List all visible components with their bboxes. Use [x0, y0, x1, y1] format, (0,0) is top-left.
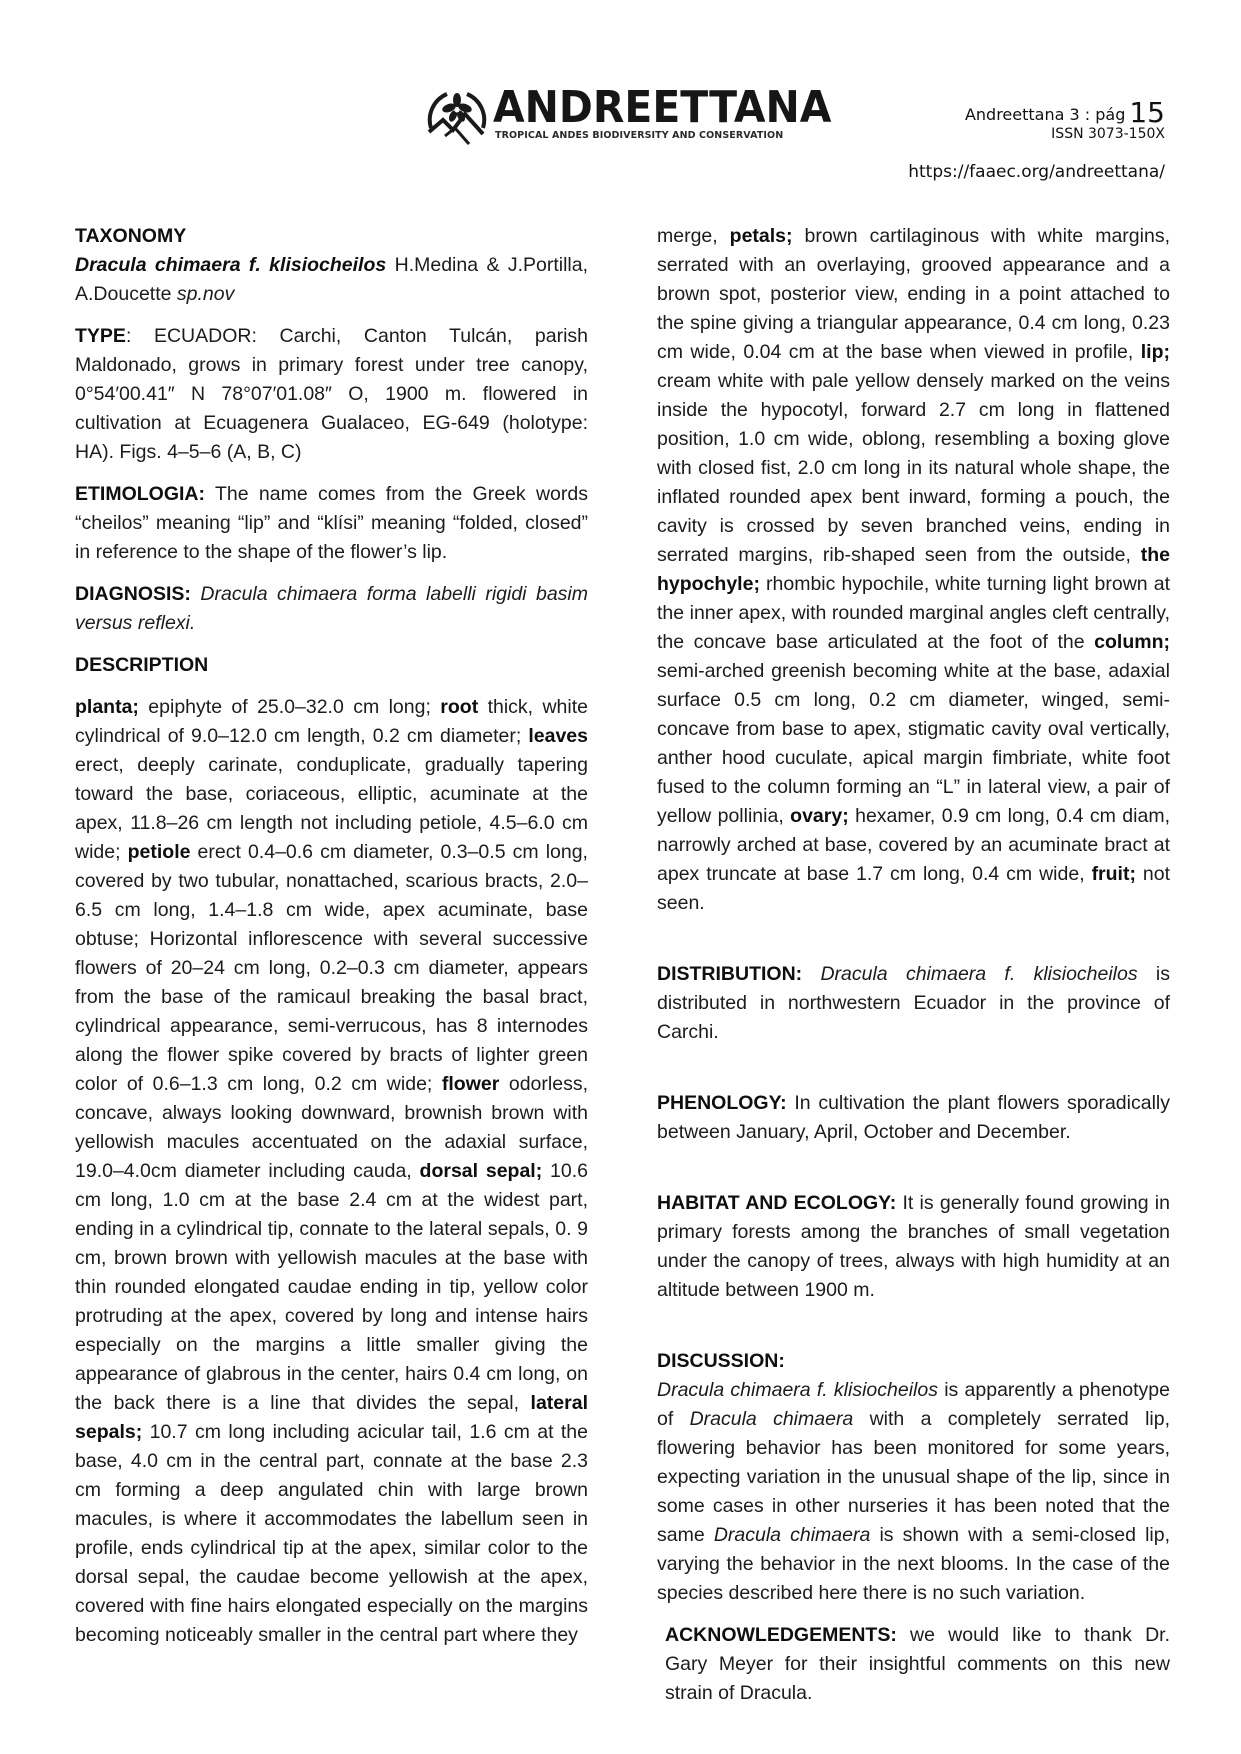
description-heading: DESCRIPTION [75, 654, 209, 676]
organ-term: the hypochyle; [657, 544, 1170, 595]
diagnosis-paragraph [75, 580, 588, 638]
journal-volume: Andreettana 3 : pág [964, 105, 1126, 124]
text-run: semi-arched greenish becoming white at the base, adaxial surface 0.5 cm long, 0.2 cm diameter, winged, semi-concave from base to apex, stigmatic cavity oval vertically, anther hood cuculate, apical margin fimbriate, white foot fused to the column forming an “L” in lateral view, a pair of yellow pollinia, [657, 660, 1170, 827]
text-run: erect, deeply carinate, conduplicate, gradually tapering toward the base, coriaceous, elliptic, acuminate at the apex, 11.8–26 cm length not including petiole, 4.5–6.0 cm wide; [75, 754, 588, 863]
discussion-paragraph [657, 1376, 1170, 1608]
text-run: not seen. [657, 863, 1171, 914]
species-status: sp.nov [176, 283, 235, 305]
issn: ISSN 3073-150X [1051, 126, 1165, 142]
journal-logo [425, 82, 832, 144]
distribution-species: Dracula chimaera f. klisiocheilos [802, 963, 1138, 985]
text-run: merge, [657, 225, 730, 247]
text-run: epiphyte of 25.0–32.0 cm long; [138, 696, 441, 718]
phenology-paragraph [657, 1089, 1170, 1147]
habitat-paragraph [657, 1189, 1170, 1305]
distribution-text: is distributed in northwestern Ecuador in the province of Carchi. [657, 963, 1170, 1043]
journal-url[interactable]: https://faaec.org/andreettana/ [908, 162, 1165, 182]
text-run: erect 0.4–0.6 cm diameter, 0.3–0.5 cm long, covered by two tubular, nonattached, scarious bracts, 2.0–6.5 cm long, 1.4–1.8 cm wide, apex acuminate, base obtuse; Horizontal inflorescence with several successive flowers of 20–24 cm long, 0.2–0.3 cm diameter, appears from the base of the ramicaul breaking the basal bract, cylindrical appearance, semi-verrucous, has 8 internodes along the flower spike covered by bracts of lighter green color of 0.6–1.3 cm long, 0.2 cm wide; [75, 841, 588, 1095]
species-name: Dracula chimaera [713, 1524, 871, 1546]
logo-title: ANDREETTANA [493, 82, 832, 133]
description-paragraph [75, 693, 588, 1650]
journal-reference [964, 96, 1165, 129]
text-run: rhombic hypochile, white turning light brown at the inner apex, with rounded marginal angles cleft centrally, the concave base articulated at the foot of the [657, 573, 1170, 653]
organ-term: fruit; [1091, 863, 1136, 885]
organ-term: leaves [528, 725, 588, 747]
logo-subtitle: TROPICAL ANDES BIODIVERSITY AND CONSERVATION [495, 130, 784, 141]
organ-term: ovary; [790, 805, 849, 827]
text-run: odorless, concave, always looking downward, brownish brown with yellowish macules accentuated on the adaxial surface, 19.0–4.0cm diameter including cauda, [75, 1073, 588, 1182]
type-paragraph [75, 322, 588, 467]
text-run: is apparently a phenotype of [657, 1379, 1170, 1430]
organ-term: column; [1094, 631, 1170, 653]
organ-term: lip; [1140, 341, 1170, 363]
distribution-paragraph [657, 960, 1170, 1047]
text-run: hexamer, 0.9 cm long, 0.4 cm diam, narrowly arched at base, covered by an acuminate bract at apex truncate at base 1.7 cm long, 0.4 cm wide, [657, 805, 1170, 885]
acknowledgements-text: we would like to thank Dr. Gary Meyer for their insightful comments on this new strain of Dracula. [665, 1624, 1170, 1704]
organ-term: petiole [127, 841, 191, 863]
acknowledgements-paragraph [657, 1621, 1170, 1708]
phenology-label: PHENOLOGY: [657, 1092, 787, 1114]
text-run: thick, white cylindrical of 9.0–12.0 cm length, 0.2 cm diameter; [75, 696, 588, 747]
text-run: 10.6 cm long, 1.0 cm at the base 2.4 cm at the widest part, ending in a cylindrical tip, connate to the lateral sepals, 0. 9 cm, brown brown with yellowish macules at the base with thin rounded elongated caudae ending in tip, yellow color protruding at the apex, covered by long and intense hairs especially on the margins a little smaller giving the appearance of glabrous in the center, hairs 0.4 cm long, on the back there is a line that divides the sepal, [75, 1160, 588, 1414]
text-run: brown cartilaginous with white margins, serrated with an overlaying, grooved appearance and a brown spot, posterior view, ending in a point attached to the spine giving a triangular appearance, 0.4 cm long, 0.23 cm wide, 0.04 cm at the base when viewed in profile, [657, 225, 1170, 363]
organ-term: root [440, 696, 479, 718]
habitat-label: HABITAT AND ECOLOGY: [657, 1192, 897, 1214]
species-name: Dracula chimaera [689, 1408, 854, 1430]
taxonomy-name [75, 251, 588, 309]
organ-term: lateral sepals; [75, 1392, 588, 1443]
acknowledgements-label: ACKNOWLEDGEMENTS: [665, 1624, 897, 1646]
organ-term: petals; [729, 225, 793, 247]
phenology-text: In cultivation the plant flowers sporadically between January, April, October and December. [657, 1092, 1170, 1143]
etimologia-label: ETIMOLOGIA: [75, 483, 205, 505]
right-column [657, 222, 1170, 1708]
habitat-text: It is generally found growing in primary forests among the branches of small vegetation under the canopy of trees, always with high humidity at an altitude between 1900 m. [657, 1192, 1170, 1301]
page-number: 15 [1129, 96, 1165, 129]
orchid-mountain-logo-icon [425, 88, 489, 146]
text-run: with a completely serrated lip, flowering behavior has been monitored for some years, expecting variation in the unusual shape of the lip, since in some cases in other nurseries it has been noted that the same [657, 1408, 1171, 1546]
discussion-heading: DISCUSSION: [657, 1350, 785, 1372]
diagnosis-text: Dracula chimaera forma labelli rigidi basim versus reflexi. [75, 583, 588, 634]
text-run: cream white with pale yellow densely marked on the veins inside the hypocotyl, forward 2.7 cm long in flattened position, 1.0 cm wide, oblong, resembling a boxing glove with closed fist, 2.0 cm long in its natural whole shape, the inflated rounded apex bent inward, forming a pouch, the cavity is crossed by seven branched veins, ending in serrated margins, rib-shaped seen from the outside, [657, 370, 1170, 566]
organ-term: flower [441, 1073, 500, 1095]
etimologia-paragraph [75, 480, 588, 567]
species-name: Dracula chimaera f. klisiocheilos [75, 254, 387, 276]
left-column [75, 222, 588, 1650]
species-authors: H.Medina & J.Portilla, A.Doucette [75, 254, 589, 305]
taxonomy-heading: TAXONOMY [75, 225, 187, 247]
description-continued [657, 222, 1170, 918]
distribution-label: DISTRIBUTION: [657, 963, 803, 985]
text-run: 10.7 cm long including acicular tail, 1.6 cm at the base, 4.0 cm in the central part, connate at the base 2.3 cm forming a deep angulated chin with large brown macules, is where it accommodates the labellum seen in profile, ends cylindrical tip at the apex, similar color to the dorsal sepal, the caudae become yellowish at the apex, covered with fine hairs elongated especially on the margins becoming noticeably smaller in the central part where they [75, 1421, 588, 1646]
organ-term: planta; [75, 696, 139, 718]
type-text: : ECUADOR: Carchi, Canton Tulcán, parish Maldonado, grows in primary forest under tree canopy, 0°54′00.41″ N 78°07′01.08″ O, 1900 m. flowered in cultivation at Ecuagenera Gualaceo, EG-649 (holotype: HA). Figs. 4–5–6 (A, B, C) [75, 325, 588, 463]
species-name: Dracula chimaera f. klisiocheilos [657, 1379, 938, 1401]
diagnosis-label: DIAGNOSIS: [75, 583, 191, 605]
type-label: TYPE [75, 325, 126, 347]
text-run: is shown with a semi-closed lip, varying the behavior in the next blooms. In the case of the species described here there is no such variation. [657, 1524, 1170, 1604]
etimologia-text: The name comes from the Greek words “cheilos” meaning “lip” and “klísi” meaning “folded, closed” in reference to the shape of the flower’s lip. [75, 483, 588, 563]
organ-term: dorsal sepal; [419, 1160, 543, 1182]
journal-meta [964, 96, 1165, 142]
